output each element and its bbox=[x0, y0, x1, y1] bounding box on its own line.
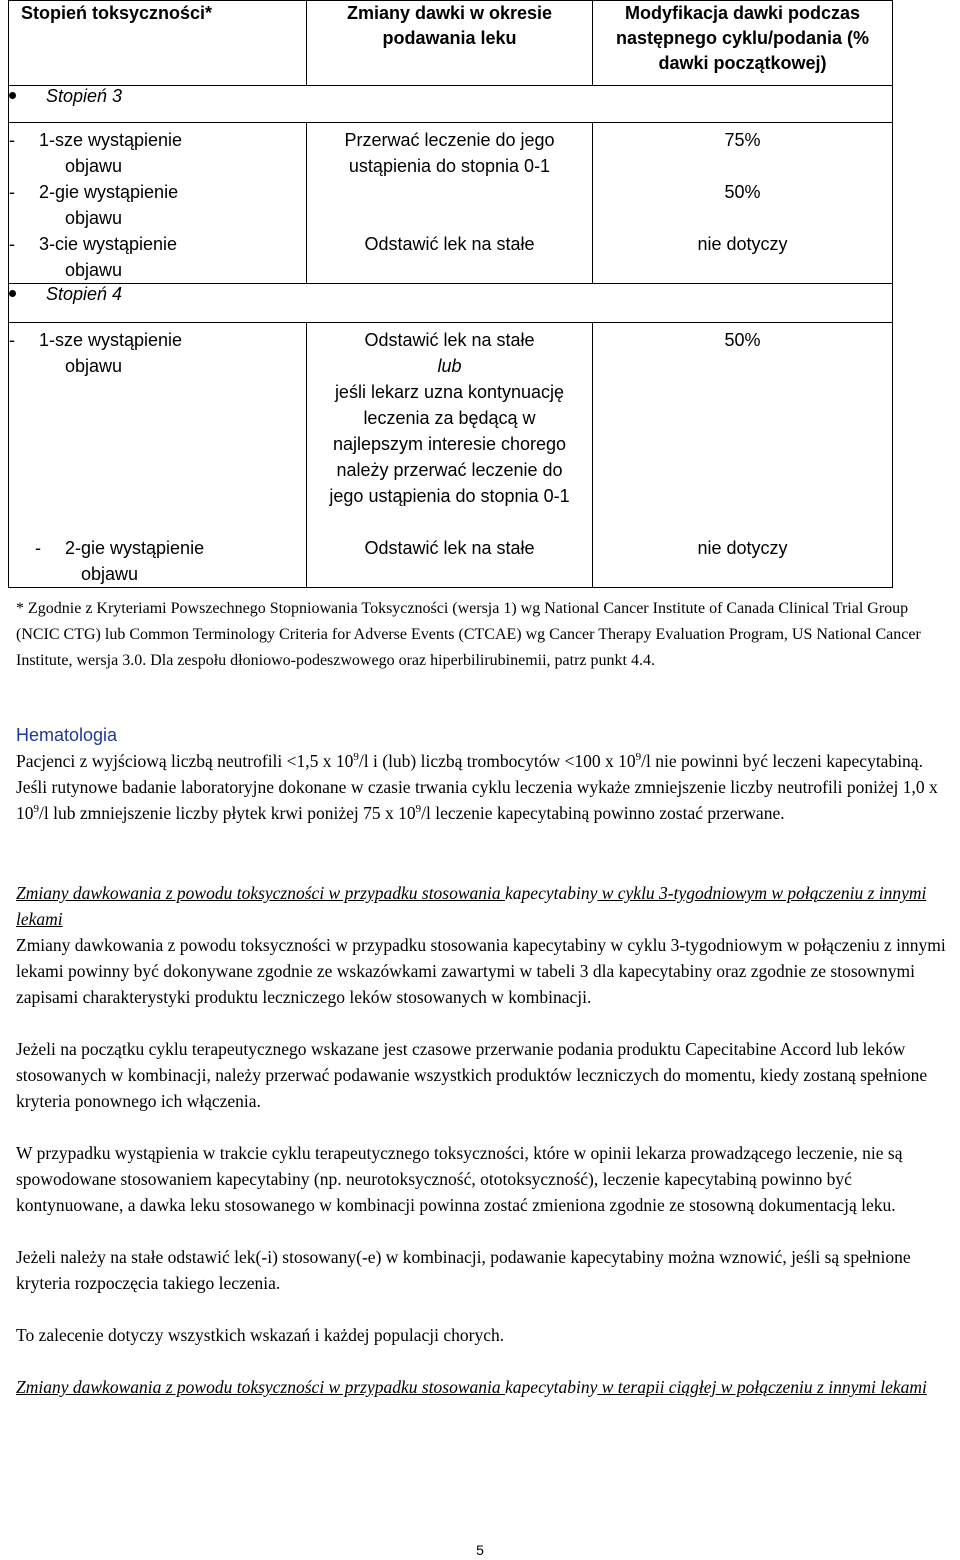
modification-cell: nie dotyczy bbox=[593, 231, 893, 284]
modification-cell: 75% bbox=[593, 123, 893, 180]
occurrence-label: 3-cie wystąpienie bbox=[39, 234, 178, 254]
occurrence-label: 1-sze wystąpienie bbox=[39, 330, 183, 350]
table-header-row bbox=[9, 1, 893, 86]
bullet-icon bbox=[9, 92, 16, 99]
action-cell: Odstawić lek na stałe bbox=[307, 231, 593, 284]
grade-row bbox=[9, 86, 893, 123]
paragraph: To zalecenie dotyczy wszystkich wskazań i każdej populacji chorych. bbox=[16, 1325, 505, 1345]
table-row: - 2-gie wystąpienie objawu Odstawić lek na stałe nie dotyczy bbox=[9, 535, 893, 588]
toxicity-table bbox=[8, 0, 893, 588]
combination-3week-section bbox=[16, 880, 956, 1400]
action-cell: Odstawić lek na stałe bbox=[307, 535, 593, 588]
table-footnote: * Zgodnie z Kryteriami Powszechnego Stopniowania Toksyczności (wersja 1) wg National Cancer Institute of Canada Clinical Trial Group (NCIC CTG) lub Common Terminology Criteria for Adverse Events (CTCAE) wg Cancer Therapy Evaluation Program, US National Cancer Institute, wersja 3.0. Dla zespołu dłoniowo-podeszwowego oraz hiperbilirubinemii, patrz punkt 4.4. bbox=[16, 600, 921, 669]
or-label: lub bbox=[437, 356, 462, 376]
occurrence-label: 2-gie wystąpienie bbox=[39, 182, 179, 202]
paragraph: W przypadku wystąpienia w trakcie cyklu terapeutycznego toksyczności, które w opinii lekarza prowadzącego leczenie, nie są spowodowane stosowaniem kapecytabiny (np. neurotoksyczność, ototoksyczność), leczenie kapecytabiną powinno być kontynuowane, a dawka leku stosowanego w kombinacji powinna zostać zmieniona zgodnie ze stosowną dokumentacją leku. bbox=[16, 1143, 903, 1215]
paragraph: Pacjenci z wyjściową liczbą neutrofili <1,5 x $10^9/l$ i (lub) liczbą trombocytów <100 x $10^9/l$ nie powinni być leczeni kapecytabiną. Jeśli rutynowe badanie laboratoryjne dokonane w czasie trwania cyklu leczenia wykaże zmniejszenie liczby neutrofili poniżej 1,0 x $10^9/l$ lub zmniejszenie liczby płytek krwi poniżej 75 x $10^9/l$ leczenie kapecytabiną powinno zostać przerwane. bbox=[16, 751, 938, 823]
action-cell: Przerwać leczenie do jego ustąpienia do stopnia 0-1 bbox=[307, 123, 593, 232]
grade-4-label: Stopień 4 bbox=[46, 284, 123, 304]
paragraph: Jeżeli należy na stałe odstawić lek(-i) stosowany(-e) w kombinacji, podawanie kapecytabiny można wznowić, jeśli są spełnione kryteria rozpoczęcia takiego leczenia. bbox=[16, 1247, 911, 1293]
hematology-section bbox=[16, 722, 956, 826]
action-text: jeśli lekarz uzna kontynuację leczenia za będącą w najlepszym interesie chorego należy przerwać leczenie do jego ustąpienia do stopnia 0-1 bbox=[329, 382, 570, 506]
bullet-icon bbox=[9, 290, 16, 297]
section-heading: Zmiany dawkowania z powodu toksyczności w przypadku stosowania kapecytabiny w cyklu 3-tygodniowym w połączeniu z innymi lekami bbox=[16, 883, 927, 929]
header-dose-modification: Modyfikacja dawki podczas następnego cyklu/podania (% dawki początkowej) bbox=[593, 1, 893, 86]
paragraph: Zmiany dawkowania z powodu toksyczności w przypadku stosowania kapecytabiny w cyklu 3-tygodniowym w połączeniu z innymi lekami powinny być dokonywane zgodnie ze wskazówkami zawartymi w tabeli 3 dla kapecytabiny oraz zgodnie ze stosownymi zapisami charakterystyki produktu leczniczego leków stosowanych w kombinacji. bbox=[16, 935, 946, 1007]
action-text: Odstawić lek na stałe bbox=[364, 330, 535, 350]
grade-3-label: Stopień 3 bbox=[46, 86, 123, 106]
modification-cell: nie dotyczy bbox=[593, 535, 893, 588]
table-row: - 1-sze wystąpienie objawu Przerwać leczenie do jego ustąpienia do stopnia 0-1 75% bbox=[9, 123, 893, 180]
occurrence-label: 1-sze wystąpienie bbox=[39, 130, 183, 150]
table-row: - 1-sze wystąpienie objawu Odstawić lek na stałe lub jeśli lekarz uzna kontynuację leczenia za będącą w najlepszym interesie chorego należy przerwać leczenie do jego ustąpienia do stopnia 0-1 50% bbox=[9, 323, 893, 536]
section-heading: Zmiany dawkowania z powodu toksyczności w przypadku stosowania kapecytabiny w terapii ciągłej w połączeniu z innymi lekami bbox=[16, 1377, 927, 1397]
header-dose-change: Zmiany dawki w okresie podawania leku bbox=[307, 1, 593, 86]
section-heading: Hematologia bbox=[16, 725, 118, 745]
paragraph: Jeżeli na początku cyklu terapeutycznego wskazane jest czasowe przerwanie podania produktu Capecitabine Accord lub leków stosowanych w kombinacji, należy przerwać podawanie wszystkich produktów leczniczych do momentu, kiedy zostaną spełnione kryteria ponownego ich włączenia. bbox=[16, 1039, 928, 1111]
table-row: - 3-cie wystąpienie objawu Odstawić lek na stałe nie dotyczy bbox=[9, 231, 893, 284]
table-row: - 2-gie wystąpienie objawu 50% bbox=[9, 179, 893, 231]
modification-cell: 50% bbox=[593, 179, 893, 231]
grade-row bbox=[9, 284, 893, 323]
occurrence-label: 2-gie wystąpienie bbox=[65, 538, 205, 558]
modification-cell: 50% bbox=[593, 323, 893, 536]
page-number: 5 bbox=[476, 1542, 484, 1558]
header-toxicity-grade: Stopień toksyczności* bbox=[9, 1, 307, 86]
